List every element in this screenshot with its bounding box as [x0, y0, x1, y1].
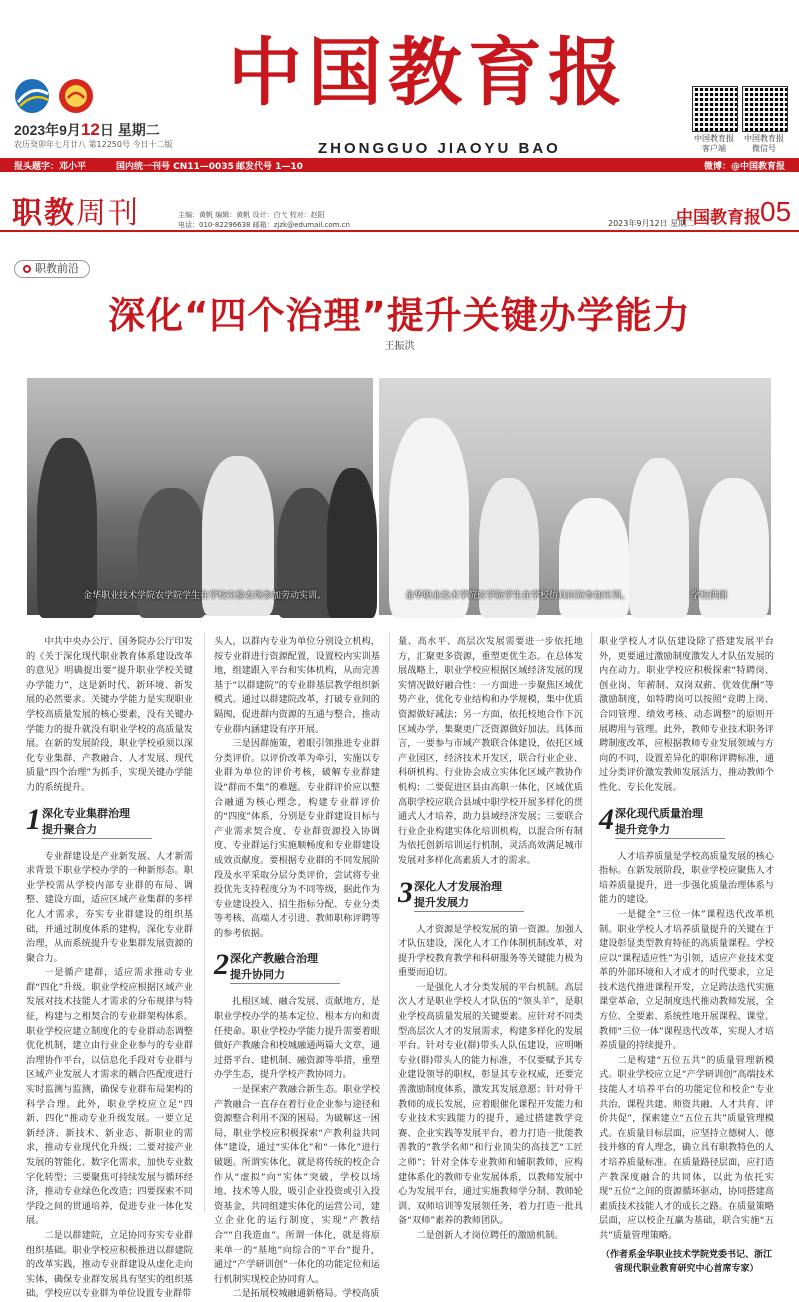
- tag-dot-icon: [23, 265, 31, 273]
- info-bar: [0, 158, 799, 172]
- subheading-3: 3 深化人才发展治理 提升发展力: [398, 877, 583, 915]
- app-qr-label: 中国教育报 客户端: [694, 134, 734, 153]
- subheading-2: 2 深化产教融合治理 提升协同力: [214, 949, 380, 987]
- info-bar-postal: 邮发代号 1—10: [236, 162, 303, 172]
- app-qr-code-icon[interactable]: [692, 86, 738, 132]
- article-column-1: 中共中央办公厅、国务院办公厅印发的《关于深化现代职业教育体系建设改革的意见》明确提出要“提升职业学校关键办学能力”，这是新时代、新环境、新发展的必然要求。关键办学能力是实现职业学校高质量发展的核心要素，没有关键办学能力的提升就没有职业学校的高质量发展。在新的发展阶段，职业学校亟须以深化专业集群、产教融合、人才发展、现代质量“四个治理”为抓手，实现关键办学能力的系统提升。 1 深化专业集群治理 提升聚合力 专业群建设是产业新发展、人才新需求背景下职业学校办学的一种新形态。职业学校需从学校内部专业群的布局、调整、建设方面，适应区域产业集群的多样化人才需求，夯实专业群建设的组织基础，并通过制度体系的建构，深化专业群治理，从而系统提升专业集群发展资源的聚合力。 一是循产建群，适应需求推动专业群“四化”升级。职业学校应根据区域产业发展对技术技能人才需求的分布规律与特征，构建与之相契合的专业群架构体系。职业学校应建立制度化的专业群动态调整优化机制，建立由行业企业参与的专业群治理协作平台，以信息化手段对专业群与区域产业发展人才需求的耦合匹配度进行实时监测与监测，确保专业群布局架构的科学合理。此外，职业学校应立足“四新、四化”推动专业升级发展。一要立足新经济、新技术、新业态、新职业的需求，推动专业现代化升级；二要对接产业发展的智能化、数字化需求，加快专业数字化转型；三要聚焦可持续发展与循环经济，推动专业绿色化改造；四要探索不同学段之间的贯通培养，促进专业一体化发展。 二是以群建院，立足协同夯实专业群组织基础。职业学校应积极推进以群建院的改革实践，推动专业群建设从虚化走向实体，确保专业群发展具有坚实的组织基础。学校应以专业群为单位设置专业群带: [26, 636, 193, 1300]
- photo-farm-training: [27, 378, 373, 615]
- article-column-3: 量、高水平、高层次发展需要进一步依托地方，汇聚更多资源，重塑更优生态。在总体发展战略上，职业学校应根据区域经济发展的现实情况做好融合性：一方面进一步聚焦区域优势产业，优化专业结构和办学规模，集中优质资源做好减法；另一方面，依托校地合作下沉区域办学，集聚更广泛资源做好加法。具体而言，一要参与市域产教联合体建设，依托区域产业园区，经济技术开发区，联合行业企业、科研机构、行业协会成立实体化区域产教协作机构；二要促进区县由高职一体化，区域优质高职学校应联合县域中职学校开展多样化的贯通式人才培养，助力县域经济发展；三要联合行业企业构建实体化培训机构，以混合所有制为依托创新培训运行机制，灵活高效满足城市发展对多样化高素质人才的需求。 3 深化人才发展治理 提升发展力 人才资源是学校发展的第一资源。加强人才队伍建设，深化人才工作体制机制改革，对提升学校教育教学和科研服务等关键能力极为重要而迫切。 一是强化人才分类发展的平台机制。高层次人才是职业学校人才队伍的“领头羊”，是职业学校高质量发展的关键要素。应针对不同类型高层次人才的发展需求，构建多样化的发展平台。针对专业(群)带头人队伍建设，应明晰专业(群)带头人的能力标准，不仅要赋予其专业建设领导的职权，彰显其专业权威，还要完善激励制度体系，激发其发展意愿；针对骨干教师的成长发展，应着眼催化课程开发能力和专业技术实践能力的提升，通过搭建教学竞赛、企业实践等发展平台，着力打造一批能教善教的“教学名师”和行业顶尖的高技艺“工匠之师”；针对全体专业教师和辅职教师，应构建体系化的教师专业发展体系，以教师发展中心为发展平台，通过实施教师学分制、教师轮训、双师培训等发展领任务，着力打造一批具备“双师”素养的教师团队。 二是创新人才岗位聘任的激励机制。: [398, 636, 583, 1241]
- wechat-qr-code-icon[interactable]: [742, 86, 788, 132]
- subheading-1: 1 深化专业集群治理 提升聚合力: [26, 804, 193, 842]
- page-number: 05: [760, 196, 792, 227]
- column-tag[interactable]: 职教前沿: [14, 260, 90, 278]
- newspaper-pinyin: ZHONGGUO JIAOYU BAO: [318, 140, 561, 157]
- section-editors: 主编：黄帆 编辑：黄帆 设计：白弋 校对：赵阳 电话：010-82296638 邮箱：zjzk@edumail.com.cn: [178, 211, 350, 229]
- subheading-4: 4 深化现代质量治理 提升竞争力: [599, 804, 774, 842]
- newspaper-logo-icon: [12, 76, 100, 116]
- wechat-qr-label: 中国教育报 微信号: [744, 134, 784, 153]
- author-byline: （作者系金华职业技术学院党委书记、浙江省现代职业教育研究中心首席专家）: [600, 1249, 772, 1275]
- info-bar-issn: 国内统一刊号 CN11—0035: [116, 162, 234, 172]
- photo-caption-left: 金华职业技术学院农学院学生在学校实验农场参加劳动实训。: [83, 591, 327, 601]
- section-title: 职教周刊: [12, 196, 140, 231]
- article-column-4: 职业学校人才队伍建设除了搭建发展平台外，更要通过激励制度激发人才队伍发展的内在动力。职业学校应积极探索“特聘岗、创业岗、年薪制、双岗双薪、优效优酬”等激励制度，如特聘岗可以按照“竞聘上岗、合同管理、绩效考核、动态调整”的原则开展聘用与管理。此外，教师专业技术职务评聘制度改革，应根据教师专业发展领域与方向的不同，设置差异化的职称评聘标准，通过分类评价激发教师发展活力，推动教师个性化、专长化发展。 4 深化现代质量治理 提升竞争力 人才培养质量是学校高质量发展的核心指标。在新发展阶段，职业学校应聚焦人才培养质量提升，进一步强化质量治理体系与能力的建设。 一是健全“三位一体”课程迭代改革机制。职业学校人才培养质量提升的关键在于建设彰显类型教育特征的高质量课程。学校应以“课程适应性”为引领，适应产业技术变革的外部环境和人才成才的时代要求，立足技术迭代推进课程开发，立足跨法迭代实施课堂革命，立足制度迭代推动教师发展，全方位、全要素、系统性地开展课程、课堂、教师“三位一体”课程迭代改革，实现人才培养质量的持续提升。 二是构建“五位五共”的质量管理新模式。职业学校应立足“产学研训创”高端技术技能人才培养平台的功能定位和校企“专业共治、课程共建、师资共融、人才共育、评价共促”，探索建立“五位五共”质量管理模式。在质量目标层面，应坚持立德树人、德技并修的育人理念，确立具有职教特色的人才培养质量标准。在质量路径层面，应打造产教深度融合的共同体，以此为依托实现“五位”之间的资源循环驱动，协同搭建高素质技术技能人才的成长之路。在质量策略层面，应以校企互赢为基础，联合实施“五共”质量管理策略。 （作者系金华职业技术学院党委书记、浙江省现代职业教育研究中心首席专家）: [599, 635, 774, 1209]
- article-column-2: 头人，以群内专业为单位分别设立机构，按专业群进行资源配置，设置校内实训基地，组建跟入平台和实体机构，从而完善基于“以群建院”的专业群基层教学组织新模式。通过以群建院改革，打破专业间的隔阂，促进群内资源的互通与整合，推动专业群内涵建设有序开展。 三是因群施策，着眼引领推进专业群分类评价。以评价改革为牵引，实施以专业群为单位的评价考核，破解专业群建设“群而不集”的难题。专业群评价应以整合融通为核心理念，构建专业群评价的“四度”体系，分别是专业群建设目标与产业需求契合度、专业群资源投入协调度、专业群运行实施顺畅度和专业群建设成效贡献度。要根据专业群的不同发展阶段及水平采取分层分类评价，尝试将专业投优先支持程度分为不同等级，据此作为专业建设投入、招生指标分配、专业分类等考核、高端人才引进、教师职称评聘等的参考依据。 2 深化产教融合治理 提升协同力 扎根区域、融合发展、贡献地方，是职业学校办学的基本定位、根本方向和责任使命。职业学校办学能力提升需要着眼做好产教融合和校城融通两篇大文章，通过搭平台、建机制、融资源等举措，重塑办学生态，提升学校产教协同力。 一是探索产教融合新生态。职业学校产教融合一直存在着行业企业参与途径和资源整合利用不深的困局。为破解这一困局，职业学校应积极探索“产教利益共同体”建设，通过“实体化”和“一体化”进行破题。所谓实体化，就是将传统的校企合作从“虚拟”向“实体”突破，学校以场地、技术等人股，吸引企业投资或引入投资基金，共同组建实体化的运营公司，建立企业化的运行制度，实现“产教结合”“自我造血”。所谓一体化，就是将原来单一的“基地”向综合的“平台”提升，通过“产学研训创”一体化的功能定位和运行机制实现校企协同育人。 二是拓展校城融通新格局。学校高质: [214, 636, 380, 1300]
- newspaper-title: 中国教育报: [228, 30, 628, 116]
- info-bar-calligraphy: 报头题字：邓小平: [14, 162, 87, 172]
- article-author: 王振洪: [384, 341, 415, 352]
- info-bar-weibo: 微博：@中国教育报: [704, 162, 786, 172]
- issue-date: 2023年9月12日 星期二: [14, 120, 160, 139]
- photo-credit: 学校供图: [691, 591, 728, 601]
- photo-hospital-training: [379, 378, 771, 615]
- page-paper-name: 中国教育报: [676, 208, 761, 228]
- photo-caption-right: 金华职业技术学院医学院学生在学校仿真医院参加实训。: [405, 591, 631, 601]
- article-headline: 深化“四个治理”提升关键办学能力: [108, 294, 691, 337]
- issue-date-detail: 农历癸卯年七月廿八 第12250号 今日十二版: [14, 140, 173, 149]
- page-date: 2023年9月12日 星期二: [608, 219, 695, 228]
